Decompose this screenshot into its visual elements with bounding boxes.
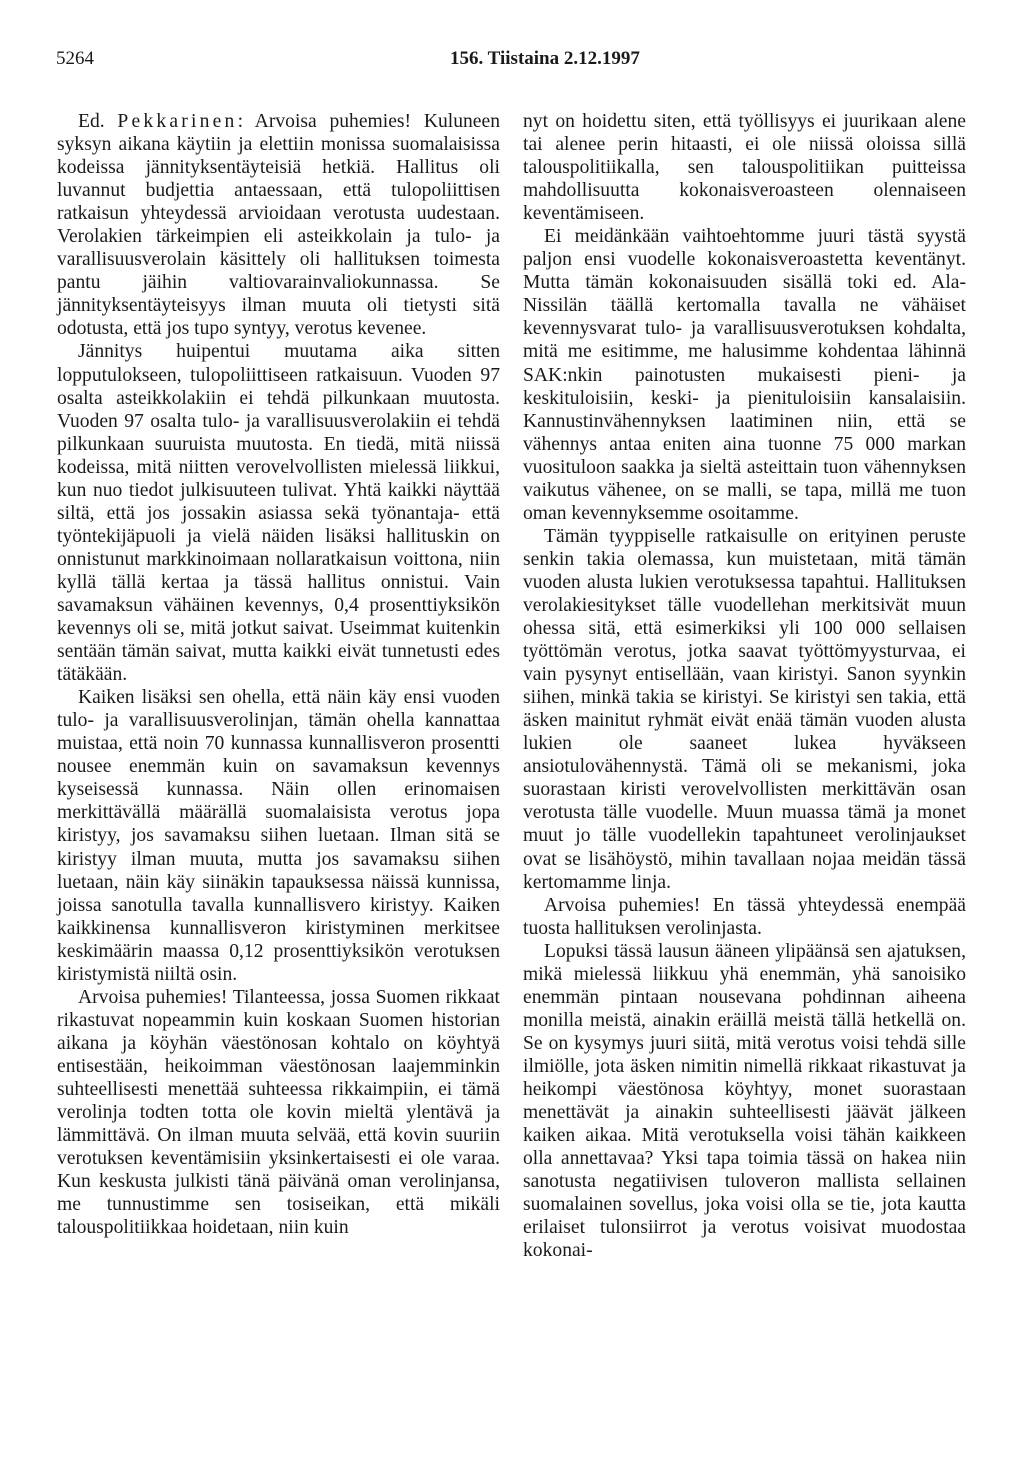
speaker-colon: : (237, 111, 244, 132)
paragraph: Arvoisa puhemies! En tässä yhteydessä enempää tuosta hallituksen verolinjasta. (523, 894, 966, 939)
paragraph: Jännitys huipentui muutama aika sitten lopputulokseen, tulopoliittiseen ratkaisuun. Vuoden 97 osalta asteikkolakiin ei tehdä pilkunkaan muutosta. Vuoden 97 osalta tulo- ja varallisuusverolakiin ei tehdä pilkunkaan suuruista muutosta. En tiedä, mitä niissä kodeissa, mitä niitten verovelvollisten mielessä liikkui, kun nuo tiedot julkisuuteen tulivat. Yhtä kaikki näyttää siltä, että jos jossakin asiassa sekä työnantaja- että työntekijäpuoli ja vielä näiden lisäksi hallituskin on onnistunut markkinoimaan nollaratkaisun voittona, niin kyllä tällä kertaa ja tässä hallitus onnistui. Vain savamaksun vähäinen kevennys, 0,4 prosenttiyksikön kevennys oli se, mitä jotkut saivat. Useimmat kuitenkin sentään tämän saivat, mutta kaikki eivät tunnetusti edes tätäkään. (57, 341, 500, 686)
speaker-name: Pekkarinen (117, 111, 238, 132)
right-column (523, 110, 966, 1262)
page-header (56, 48, 968, 78)
paragraph: nyt on hoidettu siten, että työllisyys ei juurikaan alene tai alenee perin hitaasti, ei ole niissä oloissa sillä talouspolitiikalla, sen talouspolitiikan puitteissa mahdollisuutta kokonaisveroasteen olennaiseen keventämiseen. (523, 111, 966, 225)
paragraph: Arvoisa puhemies! Tilanteessa, jossa Suomen rikkaat rikastuvat nopeammin kuin koskaan Suomen historian aikana ja köyhän väestönosan kohtalo on köyhtyä entisestään, heikoimman väestönosan laajemminkin suhteellisesti menettää suhteessa rikkaimpiin, ei tämä verolinja todten totta ole kovin mieltä ylentävä ja lämmittävä. On ilman muuta selvää, että kovin suuriin verotuksen keventämisiin yksinkertaisesti ei ole varaa. Kun keskusta julkisti tänä päivänä oman verolinjansa, me tunnustimme sen tosiseikan, että mikäli talouspolitiikkaa hoidetaan, niin kuin (57, 986, 500, 1239)
left-column (57, 110, 500, 1239)
page-number: 5264 (56, 48, 94, 69)
paragraph: Kaiken lisäksi sen ohella, että näin käy ensi vuoden tulo- ja varallisuusverolinjan, tämän ohella kannattaa muistaa, että noin 70 kunnassa kunnallisveron prosentti nousee enemmän kuin on savamaksun kevennys kyseisessä kunnassa. Näin ollen erinomaisen merkittävällä määrällä suomalaisista verotus jopa kiristyy, jos savamaksu siihen luetaan. Ilman sitä se kiristyy ilman muuta, mutta jos savamaksu siihen luetaan, näin käy siinäkin tapauksessa näissä kunnissa, joissa sanotulla tavalla kunnallisvero kiristyy. Kaiken kaikkinensa kunnallisveron kiristyminen merkitsee keskimäärin maassa 0,12 prosenttiyksikön verotuksen kiristymistä niiltä osin. (57, 687, 500, 985)
paragraph: Lopuksi tässä lausun ääneen ylipäänsä sen ajatuksen, mikä mielessä liikkuu yhä enemmän, yhä sanoisiko enemmän pintaan nousevana pohdinnan aiheena monilla meistä, ainakin eräillä meistä tällä hetkellä on. Se on kysymys juuri siitä, mitä verotus voisi tehdä sille ilmiölle, jota äsken nimitin nimellä rikkaat rikastuvat ja heikompi väestönosa köyhtyy, monet suorastaan menettävät ja ainakin suhteellisesti jäävät jälkeen kaiken aikaa. Mitä verotuksella voisi tähän kaikkeen olla annettavaa? Yksi tapa toimia tässä on hakea niin sanotusta negatiivisen tuloveron mallista sellainen suomalainen sovellus, joka voisi olla se tie, jota kautta erilaiset tulonsiirrot ja verotus voisivat muodostaa kokonai- (523, 940, 966, 1262)
paragraph: Tämän tyyppiselle ratkaisulle on erityinen peruste senkin takia olemassa, kun muistetaan, mitä tämän vuoden alusta lukien verotuksessa tapahtui. Hallituksen verolakiesitykset tälle vuodellehan merkitsivät muun ohessa sitä, että esimerkiksi yli 100 000 sellaisen työttömän verotus, jotka saavat työttömyysturvaa, ei vain pysynyt entisellään, vaan kiristyi. Sanon syynkin siihen, minkä takia se kiristyi. Se kiristyi sen takia, että äsken mainitut ryhmät eivät enää tämän vuoden alusta lukien ole saaneet lukea hyväkseen ansiotulovähennystä. Tämä oli se mekanismi, joka suorastaan kiristi verovelvollisten merkittävän osan verotusta tälle vuodelle. Muun muassa tämä ja monet muut jo tälle vuodellekin tapahtuneet verolinjaukset ovat se lisähöystö, mihin tavallaan nojaa meidän tässä kertomamme linja. (523, 525, 966, 893)
paragraph: Ei meidänkään vaihtoehtomme juuri tästä syystä paljon ensi vuodelle kokonaisveroastetta keventänyt. Mutta tämän kokonaisuuden sisällä toki ed. Ala-Nissilän täällä kertomalla tavalla ne vähäiset kevennysvarat tulo- ja varallisuusverotuksen kohdalta, mitä me esitimme, me halusimme kohdentaa lähinnä SAK:nkin painotusten mukaisesti pieni- ja keskituloisiin, keski- ja pienituloisiin kansalaisiin. Kannustinvähennyksen laatiminen niin, että se vähennys antaa eniten aina tuonne 75 000 markan vuosituloon saakka ja sieltä asteittain tuon vähennyksen vaikutus vähenee, on se malli, se tapa, millä me tuon oman kevennyksemme osoitamme. (523, 226, 966, 524)
speaker-prefix: Ed. (78, 111, 118, 132)
session-title: 156. Tiistaina 2.12.1997 (450, 48, 640, 69)
paragraph (57, 110, 500, 340)
paragraph-text: Arvoisa puhemies! Kuluneen syksyn aikana käytiin ja elettiin monissa suomalaisissa kodeissa jännityksentäyteisiä hetkiä. Hallitus oli luvannut budjettia antaessaan, että tulopoliittisen ratkaisun yhteydessä arvioidaan verotusta uudestaan. Verolakien tärkeimpien eli asteikkolain ja tulo- ja varallisuusverolain käsittely oli hallituksen toimesta pantu jäihin valtiovarainvaliokunnassa. Se jännityksentäyteisyys ilman muuta oli tietysti sitä odotusta, että jos tupo syntyy, verotus kevenee. (57, 111, 500, 340)
